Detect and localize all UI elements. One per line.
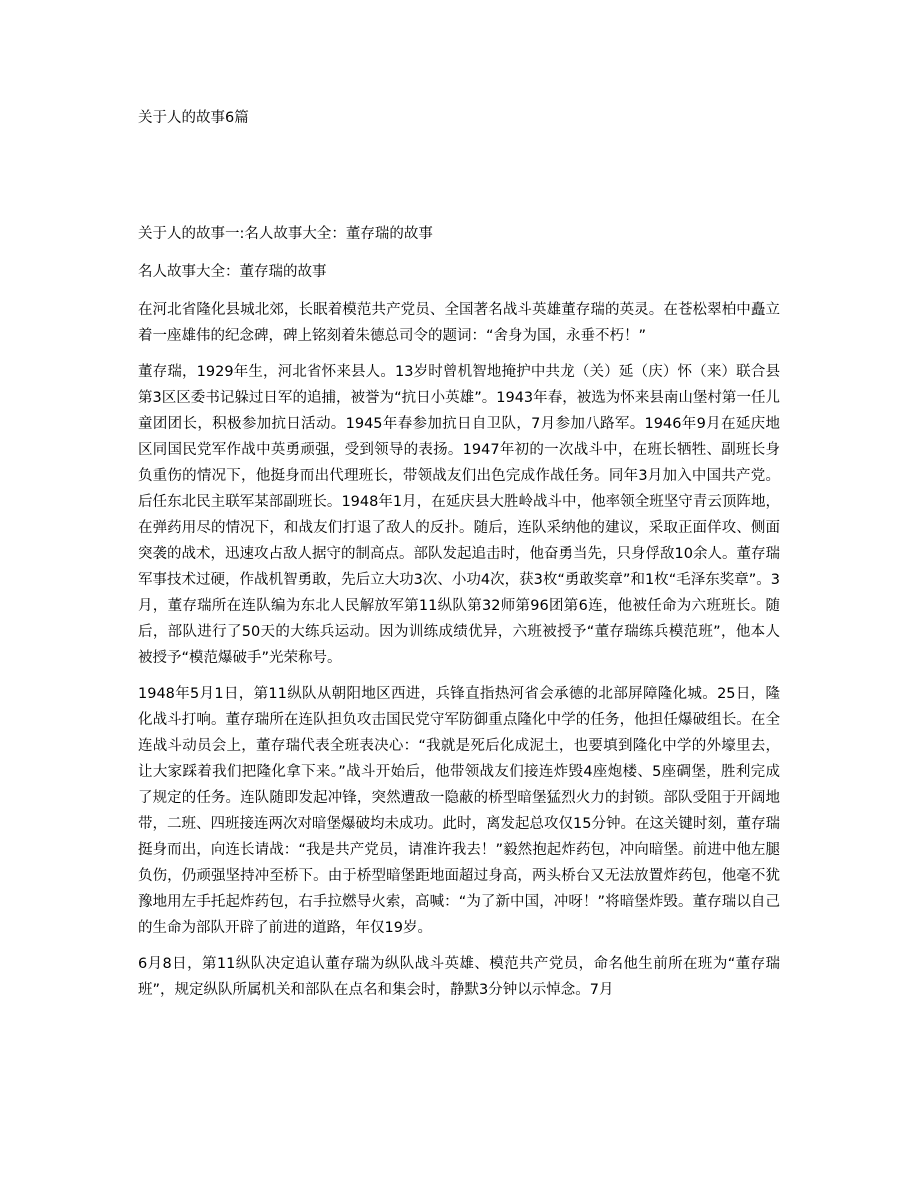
section-heading: 关于人的故事一:名人故事大全：董存瑞的故事: [138, 226, 433, 242]
document-body: [138, 221, 780, 1013]
section-subheading: 名人故事大全：董存瑞的故事: [138, 264, 327, 280]
paragraph: 6月8日，第11纵队决定追认董存瑞为纵队战斗英雄、模范共产党员，命名他生前所在班为“董存瑞班”，规定纵队所属机关和部队在点名和集会时，静默3分钟以示悼念。7月: [138, 956, 780, 998]
paragraph: 1948年5月1日，第11纵队从朝阳地区西进，兵锋直指热河省会承德的北部屏障隆化城。25日，隆化战斗打响。董存瑞所在连队担负攻击国民党守军防御重点隆化中学的任务，他担任爆破组长。在全连战斗动员会上，董存瑞代表全班表决心：“我就是死后化成泥土，也要填到隆化中学的外壕里去，让大家踩着我们把隆化拿下来。”战斗开始后，他带领战友们接连炸毁4座炮楼、5座碉堡，胜利完成了规定的任务。连队随即发起冲锋，突然遭敌一隐蔽的桥型暗堡猛烈火力的封锁。部队受阻于开阔地带，二班、四班接连两次对暗堡爆破均未成功。此时，离发起总攻仅15分钟。在这关键时刻，董存瑞挺身而出，向连长请战：“我是共产党员，请准许我去！”毅然抱起炸药包，冲向暗堡。前进中他左腿负伤，仍顽强坚持冲至桥下。由于桥型暗堡距地面超过身高，两头桥台又无法放置炸药包，他毫不犹豫地用左手托起炸药包，右手拉燃导火索，高喊：“为了新中国，冲呀！”将暗堡炸毁。董存瑞以自己的生命为部队开辟了前进的道路，年仅19岁。: [138, 686, 781, 936]
paragraph: 在河北省隆化县城北郊，长眠着模范共产党员、全国著名战斗英雄董存瑞的英灵。在苍松翠柏中矗立着一座雄伟的纪念碑，碑上铭刻着朱德总司令的题词：“舍身为国，永垂不朽！”: [138, 302, 780, 344]
paragraph: 董存瑞，1929年生，河北省怀来县人。13岁时曾机智地掩护中共龙（关）延（庆）怀（来）联合县第3区区委书记躲过日军的追捕，被誉为“抗日小英雄”。1943年春，被选为怀来县南山堡村第一任儿童团团长，积极参加抗日活动。1945年春参加抗日自卫队，7月参加八路军。1946年9月在延庆地区同国民党军作战中英勇顽强，受到领导的表扬。1947年初的一次战斗中，在班长牺牲、副班长身负重伤的情况下，他挺身而出代理班长，带领战友们出色完成作战任务。同年3月加入中国共产党。后任东北民主联军某部副班长。1948年1月，在延庆县大胜岭战斗中，他率领全班坚守青云顶阵地，在弹药用尽的情况下，和战友们打退了敌人的反扑。随后，连队采纳他的建议，采取正面佯攻、侧面突袭的战术，迅速攻占敌人据守的制高点。部队发起追击时，他奋勇当先，只身俘敌10余人。董存瑞军事技术过硬，作战机智勇敢，先后立大功3次、小功4次，获3枚“勇敢奖章”和1枚“毛泽东奖章”。3月，董存瑞所在连队编为东北人民解放军第11纵队第32师第96团第6连，他被任命为六班班长。随后，部队进行了50天的大练兵运动。因为训练成绩优异，六班被授予“董存瑞练兵模范班”，他本人被授予“模范爆破手”光荣称号。: [138, 364, 780, 666]
document-title: 关于人的故事6篇: [138, 110, 249, 126]
